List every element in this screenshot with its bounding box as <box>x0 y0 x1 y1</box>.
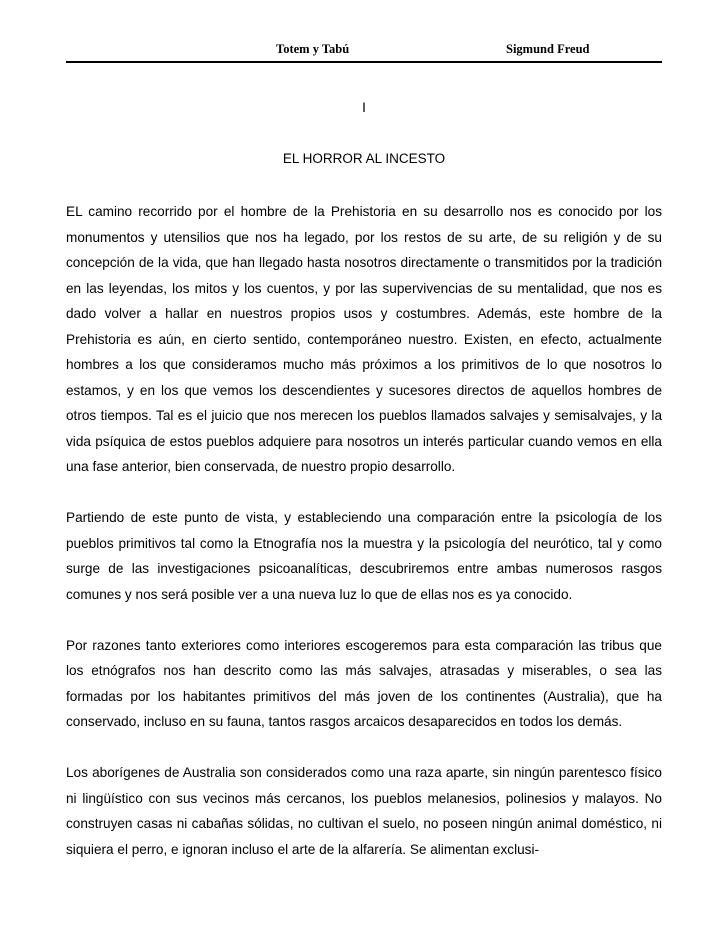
header-rule <box>66 61 662 63</box>
paragraph-2: Partiendo de este punto de vista, y estableciendo una comparación entre la psicología de los pueblos primitivos tal como la Etnografía nos la muestra y la psicología del neurótico, tal y como surge de las investigaciones psicoanalíticas, descubriremos entre ambas numerosos rasgos comunes y nos será posible ver a una nueva luz lo que de ellas nos es ya conocido. <box>66 510 662 602</box>
body-text <box>66 199 662 888</box>
chapter-number-text: I <box>362 100 366 115</box>
chapter-number <box>0 100 728 115</box>
running-header <box>66 42 662 62</box>
paragraph-4: Los aborígenes de Australia son considerados como una raza aparte, sin ningún parentesco físico ni lingüístico con sus vecinos más cercanos, los pueblos melanesios, polinesios y malayos. No construyen casas ni cabañas sólidas, no cultivan el suelo, no poseen ningún animal doméstico, ni siquiera el perro, e ignoran incluso el arte de la alfarería. Se alimentan exclusi- <box>66 765 662 857</box>
paragraph-1: EL camino recorrido por el hombre de la Prehistoria en su desarrollo nos es conocido por los monumentos y utensilios que nos ha legado, por los restos de su arte, de su religión y de su concepción de la vida, que han llegado hasta nosotros directamente o transmitidos por la tradición en las leyendas, los mitos y los cuentos, y por las supervivencias de su mentalidad, que nos es dado volver a hallar en nuestros propios usos y costumbres. Además, este hombre de la Prehistoria es aún, en cierto sentido, contemporáneo nuestro. Existen, en efecto, actualmente hombres a los que consideramos mucho más próximos a los primitivos de lo que nosotros lo estamos, y en los que vemos los descendientes y sucesores directos de aquellos hombres de otros tiempos. Tal es el juicio que nos merecen los pueblos llamados salvajes y semisalvajes, y la vida psíquica de estos pueblos adquiere para nosotros un interés particular cuando vemos en ella una fase anterior, bien conservada, de nuestro propio desarrollo. <box>66 204 662 474</box>
header-author: Sigmund Freud <box>506 42 590 56</box>
paragraph-3: Por razones tanto exteriores como interiores escogeremos para esta comparación las tribus que los etnógrafos nos han descrito como las más salvajes, atrasadas y miserables, o sea las formadas por los habitantes primitivos del más joven de los continentes (Australia), que ha conservado, incluso en su fauna, tantos rasgos arcaicos desaparecidos en todos los demás. <box>66 637 662 729</box>
chapter-title: EL HORROR AL INCESTO <box>282 151 446 166</box>
header-book-title: Totem y Tabú <box>276 42 350 56</box>
